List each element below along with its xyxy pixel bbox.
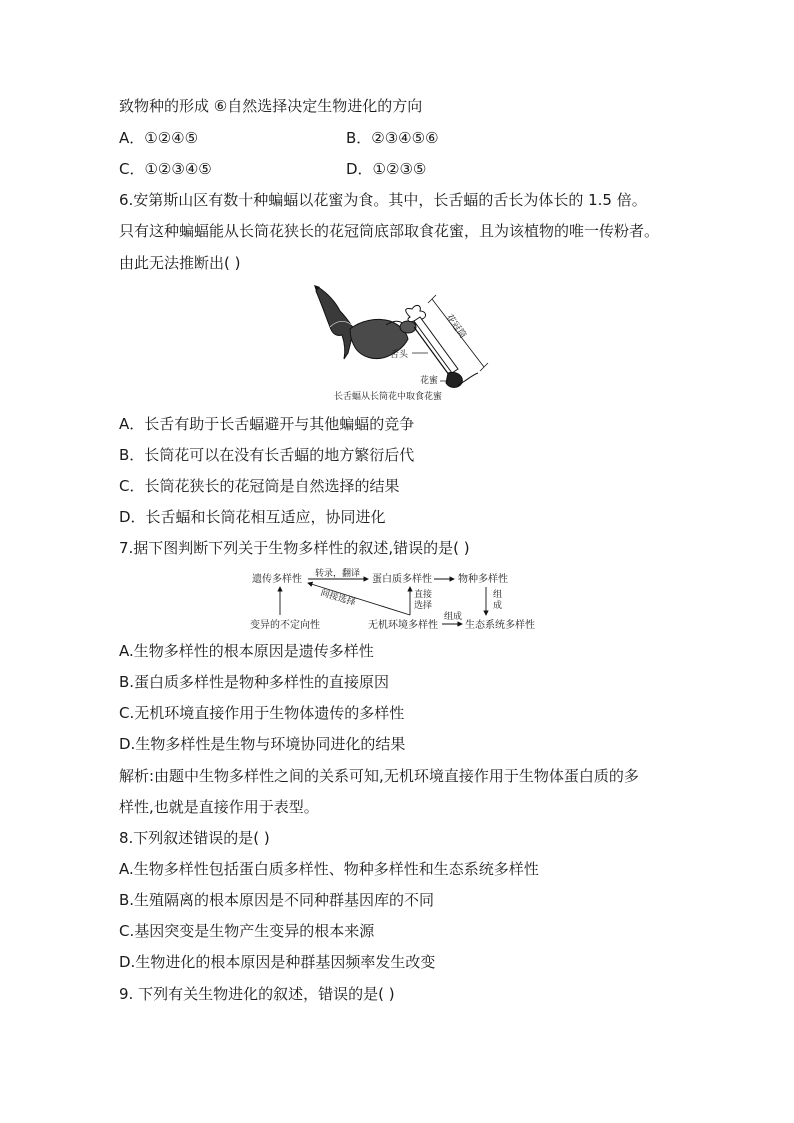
compose-label-1: 组	[493, 590, 503, 600]
compose-label-2: 成	[493, 601, 503, 611]
q7-analysis-line2: 样性,也就是直接作用于表型。	[119, 798, 319, 816]
q8-option-d: D.生物进化的根本原因是种群基因频率发生改变	[119, 953, 436, 971]
indirect-selection-label: 间接选择	[319, 588, 357, 609]
ecosystem-diversity-node: 生态系统多样性	[465, 620, 535, 631]
biodiversity-diagram	[246, 565, 550, 635]
bat-head	[400, 321, 416, 333]
q8-option-b: B.生殖隔离的根本原因是不同种群基因库的不同	[119, 891, 435, 909]
q7-option-a: A.生物多样性的根本原因是遗传多样性	[119, 642, 374, 660]
q7-stem: 7.据下图判断下列关于生物多样性的叙述,错误的是( )	[119, 539, 470, 557]
transcribe-label: 转录，翻译	[315, 569, 361, 579]
q5-continuation: 致物种的形成 ⑥自然选择决定生物进化的方向	[119, 97, 423, 115]
bat-flower-figure	[300, 281, 500, 405]
direct-label-2: 选择	[414, 601, 433, 611]
figure-caption: 长舌蝠从长筒花中取食花蜜	[334, 392, 443, 402]
q5-option-c: C．①②③④⑤	[119, 160, 212, 178]
compose-label-h: 组成	[444, 612, 463, 622]
q8-option-c: C.基因突变是生物产生变异的根本来源	[119, 922, 375, 940]
q8-stem: 8.下列叙述错误的是( )	[119, 829, 270, 847]
q6-stem-line2: 只有这种蝙蝠能从长筒花狭长的花冠筒底部取食花蜜，且为该植物的唯一传粉者。	[119, 222, 660, 240]
tongue-label: 舌头	[390, 350, 409, 360]
nectar-label: 花蜜	[420, 376, 439, 386]
q9-stem: 9. 下列有关生物进化的叙述，错误的是( )	[119, 985, 395, 1003]
corolla-label: 花冠筒	[443, 312, 468, 341]
q6-option-c: C．长筒花狭长的花冠筒是自然选择的结果	[119, 477, 400, 495]
direct-label-1: 直接	[414, 590, 433, 600]
q7-option-c: C.无机环境直接作用于生物体遗传的多样性	[119, 704, 405, 722]
environment-diversity-node: 无机环境多样性	[368, 620, 438, 631]
genetic-diversity-node: 遗传多样性	[252, 574, 302, 585]
q7-option-b: B.蛋白质多样性是物种多样性的直接原因	[119, 673, 390, 691]
variation-node: 变异的不定向性	[250, 620, 320, 631]
q6-option-b: B．长筒花可以在没有长舌蝠的地方繁衍后代	[119, 446, 415, 464]
q5-option-b: B．②③④⑤⑥	[346, 129, 439, 147]
q6-option-a: A．长舌有助于长舌蝠避开与其他蝙蝠的竞争	[119, 415, 415, 433]
q6-stem-line1: 6.安第斯山区有数十种蝙蝠以花蜜为食。其中，长舌蝠的舌长为体长的 1.5 倍。	[119, 191, 647, 209]
q5-option-a: A．①②④⑤	[119, 129, 199, 147]
nectar-base	[446, 372, 462, 387]
q6-option-d: D．长舌蝠和长筒花相互适应，协同进化	[119, 508, 386, 526]
q8-option-a: A.生物多样性包括蛋白质多样性、物种多样性和生态系统多样性	[119, 860, 539, 878]
species-diversity-node: 物种多样性	[458, 574, 508, 585]
q7-analysis-line1: 解析:由题中生物多样性之间的关系可知,无机环境直接作用于生物体蛋白质的多	[119, 767, 639, 785]
protein-diversity-node: 蛋白质多样性	[372, 574, 432, 585]
q6-stem-line3: 由此无法推断出( )	[119, 254, 241, 272]
q5-option-d: D．①②③⑤	[346, 160, 427, 178]
q7-option-d: D.生物多样性是生物与环境协同进化的结果	[119, 735, 406, 753]
